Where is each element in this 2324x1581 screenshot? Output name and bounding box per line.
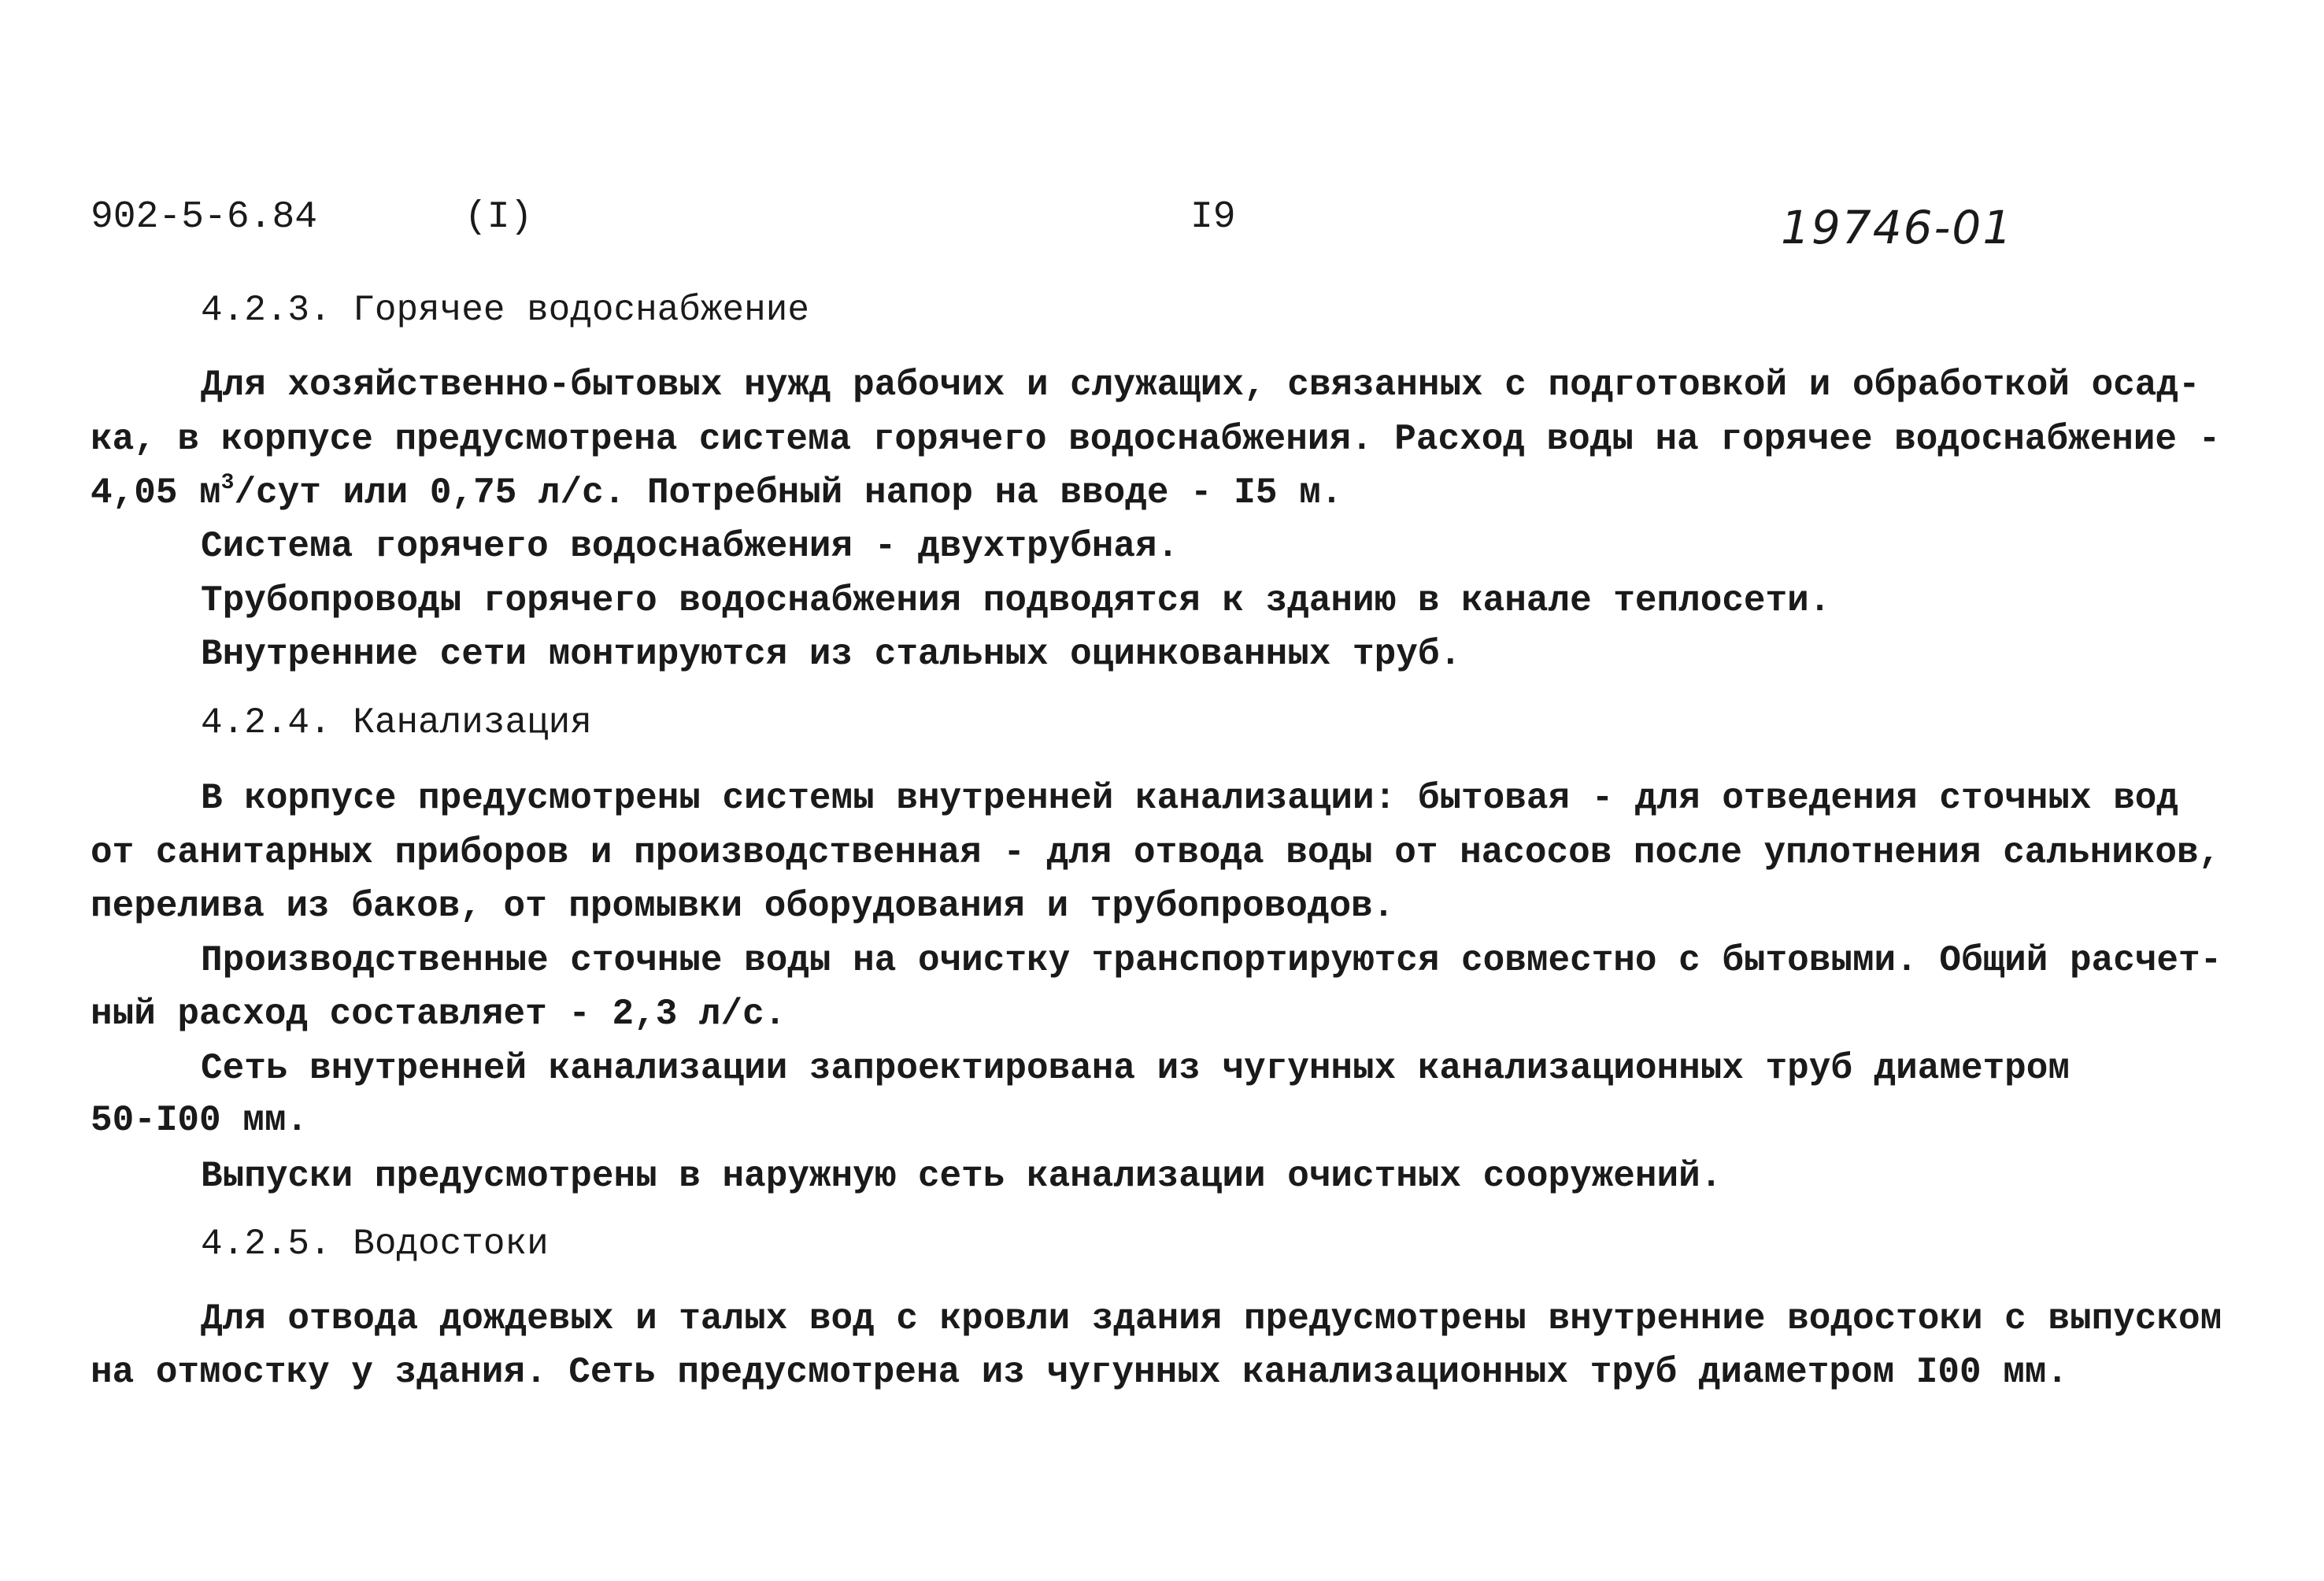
paragraph-line: перелива из баков, от промывки оборудования и трубопроводов. — [91, 886, 1395, 927]
section-heading-hot-water: 4.2.3. Горячее водоснабжение — [201, 290, 809, 331]
section-heading-drains: 4.2.5. Водостоки — [201, 1224, 549, 1264]
paragraph-line: 50-I00 мм. — [91, 1100, 309, 1141]
doc-part: (I) — [464, 196, 533, 239]
paragraph-line: ка, в корпусе предусмотрена система горячего водоснабжения. Расход воды на горячее водоснабжение - — [91, 419, 2221, 460]
paragraph-line: Трубопроводы горячего водоснабжения подводятся к зданию в канале теплосети. — [201, 580, 1831, 621]
paragraph-line: от санитарных приборов и производственная - для отвода воды от насосов после уплотнения сальников, — [91, 832, 2221, 873]
paragraph-line: на отмостку у здания. Сеть предусмотрена из чугунных канализационных труб диаметром I00 мм. — [91, 1352, 2069, 1393]
line-text: 4,05 м — [91, 472, 221, 513]
paragraph-line: Для отвода дождевых и талых вод с кровли здания предусмотрены внутренние водостоки с выпуском — [201, 1298, 2222, 1339]
paragraph-line: В корпусе предусмотрены системы внутренней канализации: бытовая - для отведения сточных вод — [201, 778, 2179, 819]
section-heading-sewerage: 4.2.4. Канализация — [201, 702, 592, 743]
page-number: I9 — [1190, 196, 1236, 239]
paragraph-line: ный расход составляет - 2,3 л/с. — [91, 994, 786, 1035]
paragraph-line: Выпуски предусмотрены в наружную сеть канализации очистных сооружений. — [201, 1156, 1723, 1197]
line-text: /сут или 0,75 л/с. Потребный напор на вводе - I5 м. — [234, 472, 1343, 513]
paragraph-line: Внутренние сети монтируются из стальных оцинкованных труб. — [201, 634, 1462, 675]
paragraph-line: Производственные сточные воды на очистку транспортируются совместно с бытовыми. Общий расчет- — [201, 940, 2222, 981]
inventory-number: 19746-01 — [1781, 201, 2014, 254]
paragraph-line: Система горячего водоснабжения - двухтрубная. — [201, 526, 1179, 567]
paragraph-line: Для хозяйственно-бытовых нужд рабочих и служащих, связанных с подготовкой и обработкой осад- — [201, 365, 2200, 405]
superscript: 3 — [220, 471, 235, 495]
doc-code: 902-5-6.84 — [91, 196, 318, 239]
paragraph-line: Сеть внутренней канализации запроектирована из чугунных канализационных труб диаметром — [201, 1048, 2070, 1089]
paragraph-line — [91, 471, 1343, 513]
